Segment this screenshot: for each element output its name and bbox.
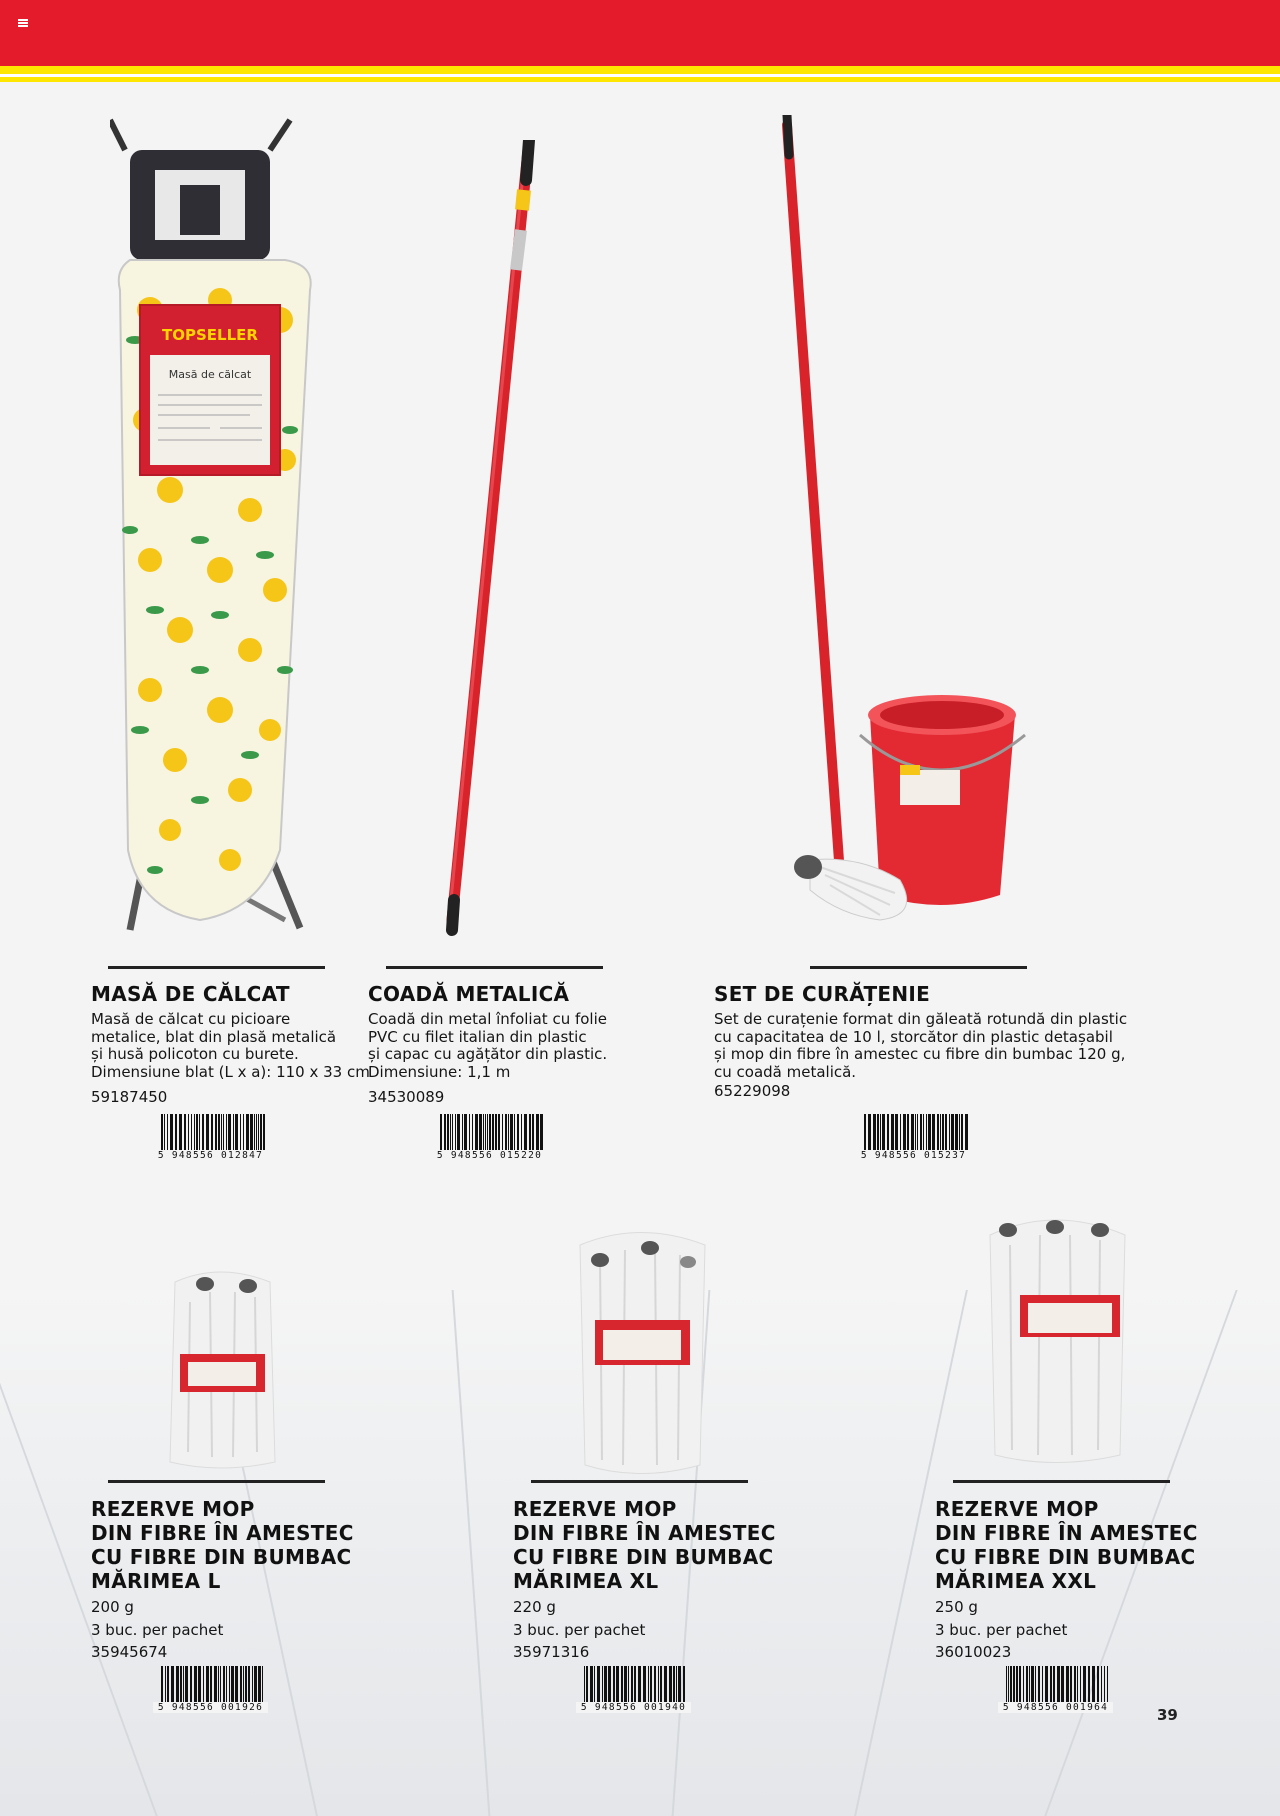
product-title: REZERVE MOP DIN FIBRE ÎN AMESTEC CU FIBRE DIN BUMBAC MĂRIMEA L	[91, 1497, 354, 1593]
product-title: REZERVE MOP DIN FIBRE ÎN AMESTEC CU FIBRE DIN BUMBAC MĂRIMEA XXL	[935, 1497, 1198, 1593]
mop-refill-l-image	[160, 1262, 280, 1472]
mop-refill-xxl-image	[980, 1205, 1130, 1470]
ironing-board-image	[110, 110, 320, 940]
barcode	[576, 1666, 691, 1714]
product-description: 220 g 3 buc. per pachet	[513, 1598, 646, 1639]
product-rule	[108, 966, 325, 969]
barcode-number: 5 948556 012847	[153, 1150, 268, 1161]
product-rule	[108, 1480, 325, 1483]
barcode	[153, 1666, 268, 1714]
product-code: 35971316	[513, 1643, 590, 1661]
barcode-number: 5 948556 001926	[153, 1702, 268, 1713]
barcode-number: 5 948556 001940	[576, 1702, 691, 1713]
product-description: 200 g 3 buc. per pachet	[91, 1598, 224, 1639]
header-bar	[0, 0, 1280, 66]
product-code: 34530089	[368, 1088, 445, 1106]
barcode-bars	[440, 1114, 545, 1151]
product-title: REZERVE MOP DIN FIBRE ÎN AMESTEC CU FIBRE DIN BUMBAC MĂRIMEA XL	[513, 1497, 776, 1593]
product-code: 36010023	[935, 1643, 1012, 1661]
barcode	[856, 1114, 971, 1162]
product-code: 59187450	[91, 1088, 168, 1106]
barcode-bars	[864, 1114, 969, 1151]
product-description: Set de curațenie format din găleată rotundă din plastic cu capacitatea de 10 l, storcător din plastic detașabil și mop din fibre în amestec cu fibre din bumbac 120 g, cu coadă metalică.	[714, 1010, 1128, 1081]
barcode	[998, 1666, 1113, 1714]
barcode-bars	[161, 1666, 266, 1703]
product-code: 65229098	[714, 1082, 791, 1100]
metal-handle-image	[440, 140, 540, 940]
barcode-bars	[584, 1666, 689, 1703]
product-code: 35945674	[91, 1643, 168, 1661]
mop-refill-xl-image	[570, 1220, 710, 1480]
barcode-bars	[161, 1114, 266, 1151]
svg-text:Masă de călcat: Masă de călcat	[168, 368, 252, 381]
product-title: SET DE CURĂȚENIE	[714, 982, 931, 1006]
header-stripe	[0, 66, 1280, 74]
header-stripe-thin	[0, 77, 1280, 82]
svg-text:TOPSELLER: TOPSELLER	[162, 326, 258, 344]
product-rule	[953, 1480, 1170, 1483]
product-title: COADĂ METALICĂ	[368, 982, 570, 1006]
product-rule	[531, 1480, 748, 1483]
barcode	[153, 1114, 268, 1162]
menu-icon[interactable]	[18, 19, 28, 27]
barcode-number: 5 948556 001964	[998, 1702, 1113, 1713]
barcode-bars	[1006, 1666, 1111, 1703]
barcode-number: 5 948556 015237	[856, 1150, 971, 1161]
product-description: 250 g 3 buc. per pachet	[935, 1598, 1068, 1639]
product-description: Coadă din metal înfoliat cu folie PVC cu filet italian din plastic și capac cu agățător din plastic. Dimensiune: 1,1 m	[368, 1010, 608, 1081]
barcode-number: 5 948556 015220	[432, 1150, 547, 1161]
product-title: MASĂ DE CĂLCAT	[91, 982, 290, 1006]
product-rule	[386, 966, 603, 969]
page-number: 39	[1157, 1706, 1178, 1724]
cleaning-set-image	[770, 115, 1070, 945]
product-rule	[810, 966, 1027, 969]
barcode	[432, 1114, 547, 1162]
product-description: Masă de călcat cu picioare metalice, blat din plasă metalică și husă policoton cu burete. Dimensiune blat (L x a): 110 x 33 cm	[91, 1010, 370, 1081]
